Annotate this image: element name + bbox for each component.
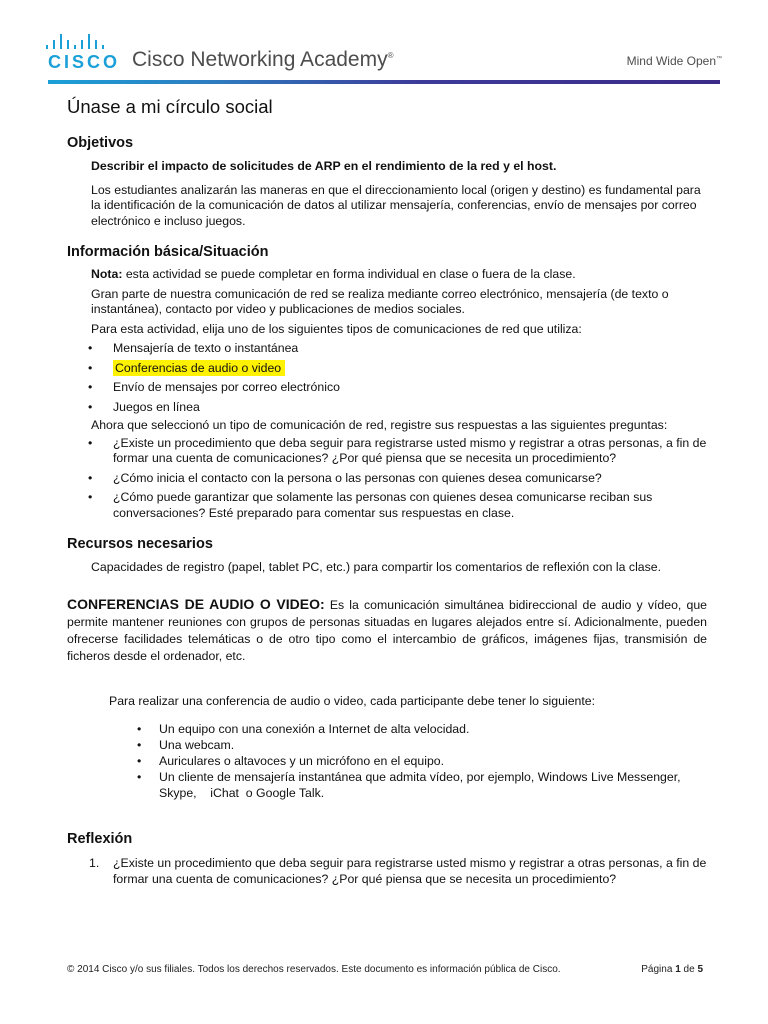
cisco-logo-bars-icon (46, 33, 108, 49)
conferencias-paragraph: CONFERENCIAS DE AUDIO O VIDEO: Es la comunicación simultánea bidireccional de audio y vídeo, que permite mantener reuniones con grupos de personas situadas en lugares alejados entre sí. Adicionalmente, pueden ofrecerse facilidades telemáticas o de otro tipo como el intercambio de gráficos, imágenes fijas, transmisión de ficheros desde el ordenador, etc. (67, 595, 707, 663)
list-item: • Auriculares o altavoces y un micrófono en el equipo. (137, 754, 445, 768)
list-item: • Un cliente de mensajería instantánea que admita vídeo, por ejemplo, Windows Live Messenger, Skype, iChat o Google Talk. (137, 770, 684, 800)
question-item: • ¿Cómo inicia el contacto con la persona o las personas con quienes desea comunicarse? (88, 470, 602, 485)
conferencias-label: CONFERENCIAS DE AUDIO O VIDEO: (67, 595, 325, 612)
objetivos-text: Los estudiantes analizarán las maneras en que el direccionamiento local (origen y destino) es fundamental para la identificación de la comunicación de datos al utilizar mensajería, conferencias, envío de mensajes por correo electrónico e incluso juegos. (91, 182, 701, 228)
requirements-list (67, 721, 707, 801)
academy-name: Cisco Networking Academy® (132, 48, 394, 71)
list-item-highlighted: • Conferencias de audio o video (67, 361, 707, 377)
header-divider (48, 80, 720, 84)
reflexion-item: 1. ¿Existe un procedimiento que deba seguir para registrarse usted mismo y registrar a otras personas, a fin de formar una cuenta de comunicaciones? ¿Por qué piensa que se necesita un procedimiento? (89, 856, 707, 886)
page-number: Página 1 de 5 (641, 964, 703, 975)
recursos-text: Capacidades de registro (papel, tablet PC, etc.) para compartir los comentarios de reflexión con la clase. (91, 560, 662, 574)
objective-statement: Describir el impacto de solicitudes de ARP en el rendimiento de la red y el host. (91, 159, 557, 173)
info-paragraph-3: Ahora que seleccionó un tipo de comunicación de red, registre sus respuestas a las siguientes preguntas: (91, 418, 668, 432)
questions-list (67, 436, 707, 522)
list-item: • Envío de mensajes por correo electrónico (88, 380, 340, 394)
recursos-heading: Recursos necesarios (67, 536, 213, 552)
cisco-logo-text: CISCO (48, 52, 121, 72)
tagline: Mind Wide Open™ (626, 54, 722, 68)
page-header (0, 0, 768, 100)
list-item: • Mensajería de texto o instantánea (88, 341, 299, 355)
question-item: • ¿Existe un procedimiento que deba seguir para registrarse usted mismo y registrar a otras personas, a fin de formar una cuenta de comunicaciones? ¿Por qué piensa que se necesita un procedimiento? (88, 435, 707, 465)
note: Nota: esta actividad se puede completar en forma individual en clase o fuera de la clase. (91, 267, 576, 281)
page-footer (67, 964, 703, 975)
document-body (67, 95, 707, 887)
objetivos-heading: Objetivos (67, 135, 134, 151)
communication-types-list (67, 341, 707, 415)
info-paragraph-1: Gran parte de nuestra comunicación de red se realiza mediante correo electrónico, mensajería (de texto o instantánea), contacto por video y publicaciones de medios sociales. (91, 286, 669, 316)
copyright-text: © 2014 Cisco y/o sus filiales. Todos los derechos reservados. Este documento es información pública de Cisco. (67, 964, 561, 975)
question-item: • ¿Cómo puede garantizar que solamente las personas con quienes desea comunicarse reciban sus conversaciones? Esté preparado para comentar sus respuestas en clase. (88, 490, 653, 520)
reflexion-heading: Reflexión (67, 831, 133, 847)
page-title: Únase a mi círculo social (67, 96, 273, 117)
info-heading: Información básica/Situación (67, 244, 269, 260)
list-item: • Un equipo con una conexión a Internet de alta velocidad. (137, 722, 470, 736)
list-item: • Una webcam. (137, 738, 235, 752)
conferencias-intro: Para realizar una conferencia de audio o video, cada participante debe tener lo siguiente: (109, 693, 596, 708)
list-item: • Juegos en línea (88, 399, 200, 414)
info-paragraph-2: Para esta actividad, elija uno de los siguientes tipos de comunicaciones de red que utiliza: (91, 321, 582, 336)
